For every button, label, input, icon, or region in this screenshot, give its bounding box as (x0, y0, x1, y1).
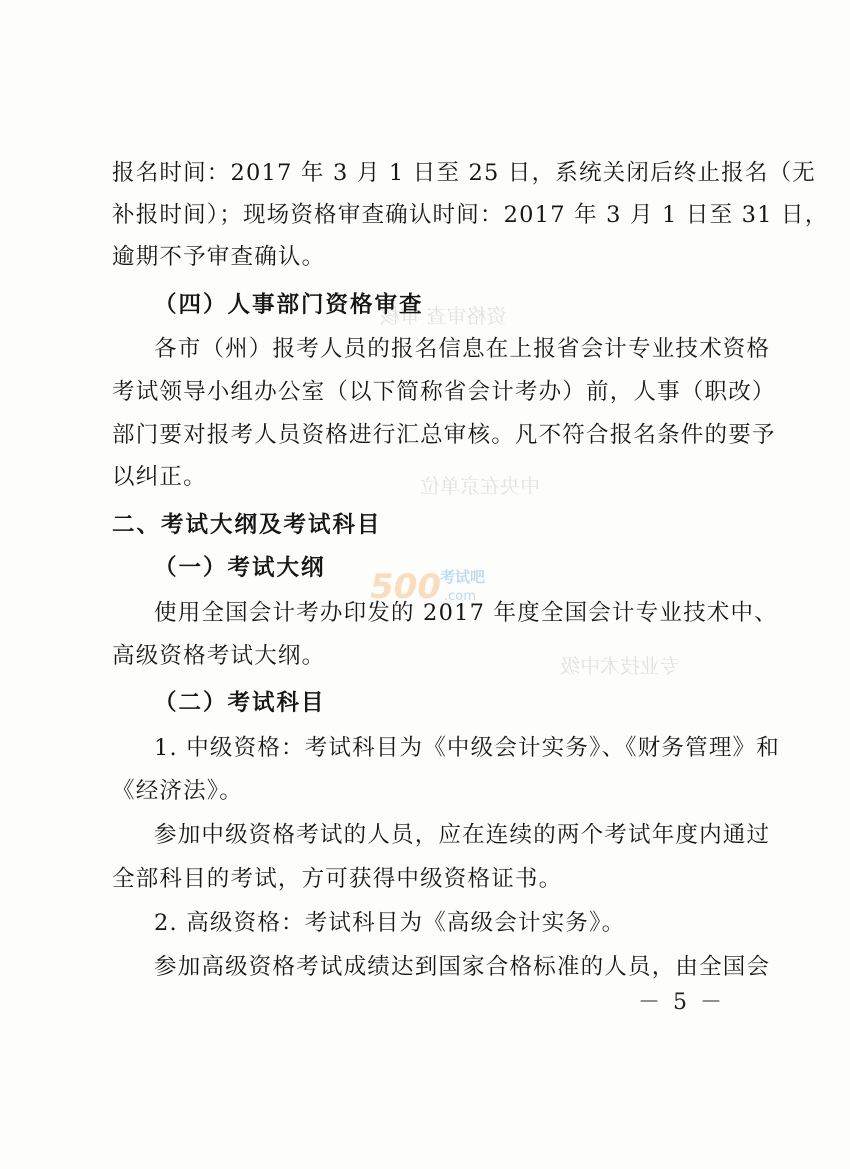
body-line (0, 377, 850, 407)
paragraph-text: 以纠正。 (112, 464, 207, 490)
body-line (0, 242, 850, 272)
watermark-brand-text: 考试吧 (440, 568, 486, 586)
body-line (0, 864, 850, 894)
body-line (0, 641, 850, 671)
paragraph-text: 报名时间：2017 年 3 月 1 日至 25 日，系统关闭后终止报名（无 (112, 160, 816, 186)
heading-text: （二）考试科目 (154, 690, 326, 716)
body-line (0, 200, 850, 230)
heading-text: 二、考试大纲及考试科目 (112, 512, 382, 538)
body-line (0, 952, 850, 982)
section-heading (0, 290, 850, 320)
paragraph-text: 全部科目的考试，方可获得中级资格证书。 (112, 866, 563, 892)
chapter-heading (0, 510, 850, 540)
paragraph-text: 逾期不予审查确认。 (112, 244, 326, 270)
body-line (0, 820, 850, 850)
bleed-through-text: 资格审查 审核 (380, 304, 507, 328)
section-heading (0, 688, 850, 718)
paragraph-text: 部门要对报考人员资格进行汇总审核。凡不符合报名条件的要予 (112, 422, 776, 448)
body-line (0, 158, 850, 188)
bleed-through-text: 中央在京单位 (420, 474, 540, 498)
paragraph-text: 参加高级资格考试成绩达到国家合格标准的人员，由全国会 (154, 954, 771, 980)
paragraph-text: 考试领导小组办公室（以下简称省会计考办）前，人事（职改） (112, 379, 776, 405)
watermark-logo-text: 500 (370, 567, 441, 607)
body-line (0, 598, 850, 628)
page-number: － 5 － (638, 990, 725, 1015)
body-line (0, 462, 850, 492)
bleed-through-text: 专业技术中级 (560, 654, 680, 678)
paragraph-text: 2. 高级资格：考试科目为《高级会计实务》。 (154, 910, 626, 936)
paragraph-text: 1. 中级资格：考试科目为《中级会计实务》、《财务管理》和 (154, 735, 780, 761)
paragraph-text: 使用全国会计考办印发的 2017 年度全国会计专业技术中、 (154, 600, 778, 626)
paragraph-text: 参加中级资格考试的人员，应在连续的两个考试年度内通过 (154, 822, 771, 848)
body-line (0, 420, 850, 450)
body-line (0, 733, 850, 763)
paragraph-text: 高级资格考试大纲。 (112, 643, 326, 669)
heading-text: （四）人事部门资格审查 (154, 292, 424, 318)
heading-text: （一）考试大纲 (154, 555, 326, 581)
body-line (0, 334, 850, 364)
watermark-domain-text: .com (444, 589, 476, 604)
body-line (0, 908, 850, 938)
paragraph-text: 各市（州）报考人员的报名信息在上报省会计专业技术资格 (154, 336, 771, 362)
paragraph-text: 补报时间）；现场资格审查确认时间：2017 年 3 月 1 日至 31 日， (112, 202, 829, 228)
paragraph-text: 《经济法》。 (112, 778, 243, 804)
body-line (0, 776, 850, 806)
